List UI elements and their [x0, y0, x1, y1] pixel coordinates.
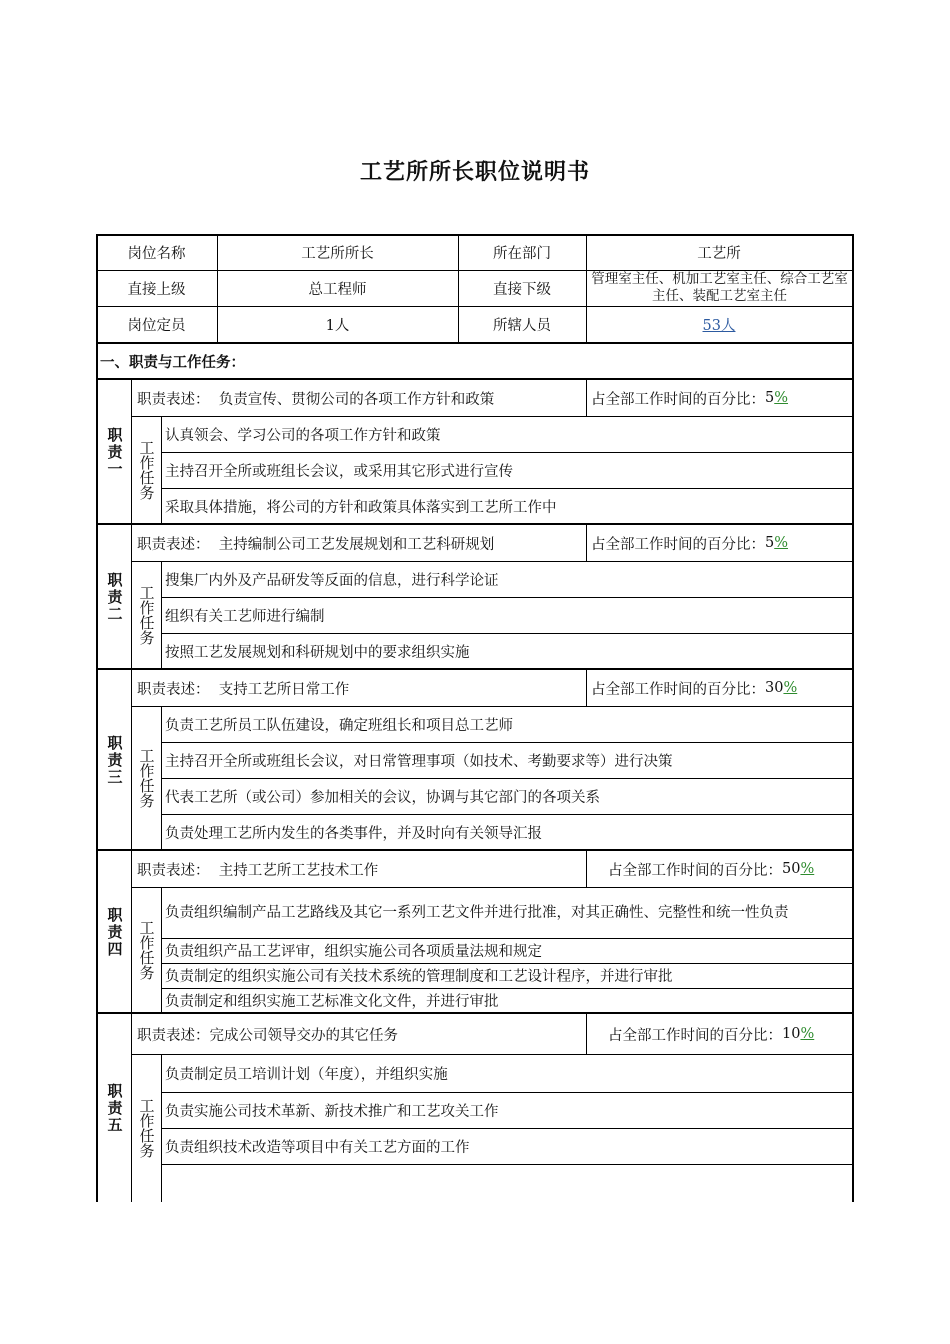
duty-5-name [97, 1014, 131, 1202]
duty-3-task-1: 负责工艺所员工队伍建设，确定班组长和项目总工艺师 [165, 717, 513, 734]
duty-2-desc-text: 主持编制公司工艺发展规划和工艺科研规划 [218, 536, 495, 553]
duty-2-task-label-text: 工作任务 [137, 585, 156, 645]
duty-3-task-4: 负责处理工艺所内发生的各类事件，并及时向有关领导汇报 [165, 825, 542, 842]
staff-count-value[interactable]: 53人 [702, 317, 736, 334]
duty-2-desc-label: 职责表述： [137, 536, 210, 553]
duty-5-task-label-text: 工作任务 [137, 1098, 156, 1158]
duty-4-task-3: 负责制定的组织实施公司有关技术系统的管理制度和工艺设计程序，并进行审批 [165, 969, 673, 985]
duty-4-desc-text: 主持工艺所工艺技术工作 [218, 862, 379, 879]
duty-1-task-2: 主持召开全所或班组长会议，或采用其它形式进行宣传 [165, 463, 513, 480]
col-line [586, 851, 587, 887]
duty-2-task-2: 组织有关工艺师进行编制 [165, 608, 325, 625]
duty-4-name [97, 851, 131, 1013]
duty-2-name-text: 职责二 [105, 571, 124, 623]
duty-4-pct-sign: % [800, 861, 815, 877]
duty-3-name-text: 职责三 [105, 734, 124, 786]
headcount-label: 岗位定员 [127, 317, 186, 334]
duty-1-task-label-text: 工作任务 [137, 440, 156, 500]
staff-count-link[interactable] [586, 306, 852, 342]
duty-5-task-1: 负责制定员工培训计划（年度），并组织实施 [165, 1066, 448, 1083]
col-line [586, 670, 587, 706]
page-title: 工艺所所长职位说明书 [359, 160, 590, 185]
duty-1-desc-text: 负责宣传、贯彻公司的各项工作方针和政策 [218, 391, 495, 408]
subordinate-label: 直接下级 [493, 281, 551, 298]
section-title: 一、职责与工作任务： [100, 354, 245, 371]
duty-5-pct-sign: % [800, 1026, 815, 1042]
duty-3-pct-sign: % [783, 680, 798, 696]
col-line [161, 416, 162, 524]
duty-4-task-1: 负责组织编制产品工艺路线及其它一系列工艺文件并进行批准，对其正确性、完整性和统一性负责 [165, 904, 789, 921]
duty-2-pct-label: 占全部工作时间的百分比： [591, 536, 765, 553]
duty-3-desc [131, 670, 586, 706]
duty-2-pct [591, 525, 852, 561]
duty-2-pct-sign: % [774, 535, 789, 551]
duty-2-desc [131, 525, 586, 561]
superior-value: 总工程师 [308, 281, 367, 298]
department-value: 工艺所 [697, 245, 741, 262]
duty-5-desc [131, 1014, 586, 1054]
row-line [161, 1164, 854, 1165]
col-line [161, 561, 162, 669]
duty-4-desc [131, 851, 586, 887]
superior-label: 直接上级 [127, 281, 186, 298]
duty-3-name [97, 670, 131, 850]
col-line [586, 1014, 587, 1054]
duty-5-pct [608, 1014, 852, 1054]
duty-2-task-3: 按照工艺发展规划和科研规划中的要求组织实施 [165, 644, 470, 661]
duty-3-desc-text: 支持工艺所日常工作 [218, 681, 350, 698]
col-line [586, 525, 587, 561]
duty-1-pct [591, 380, 852, 416]
staff-label: 所辖人员 [493, 317, 551, 334]
duty-4-name-text: 职责四 [105, 906, 124, 958]
duty-1-task-3: 采取具体措施，将公司的方针和政策具体落实到工艺所工作中 [165, 499, 557, 516]
position-name-label: 岗位名称 [127, 245, 186, 262]
duty-4-task-2: 负责组织产品工艺评审，组织实施公司各项质量法规和规定 [165, 944, 542, 960]
position-name-value: 工艺所所长 [301, 245, 374, 262]
job-description-table [96, 234, 854, 1202]
duty-4-pct-value: 50 [782, 861, 801, 877]
duty-5-desc-text: 完成公司领导交办的其它任务 [209, 1027, 398, 1044]
headcount-value: 1人 [325, 317, 350, 334]
duty-4-pct [608, 851, 852, 887]
duty-2-pct-value: 5 [765, 535, 775, 551]
duty-1-name-text: 职责一 [105, 426, 124, 478]
duty-4-task-label [131, 887, 161, 1013]
col-line [586, 380, 587, 416]
duty-5-desc-label: 职责表述： [137, 1027, 210, 1044]
duty-3-desc-label: 职责表述： [137, 681, 210, 698]
duty-3-pct [591, 670, 852, 706]
col-line [161, 887, 162, 1013]
duty-4-desc-label: 职责表述： [137, 862, 210, 879]
duty-3-task-label-text: 工作任务 [137, 748, 156, 808]
duty-1-task-label [131, 416, 161, 524]
duty-5-task-2: 负责实施公司技术革新、新技术推广和工艺攻关工作 [165, 1103, 499, 1120]
duty-3-pct-label: 占全部工作时间的百分比： [591, 681, 765, 698]
duty-3-task-label [131, 706, 161, 850]
duty-1-desc [131, 380, 586, 416]
duty-5-task-3: 负责组织技术改造等项目中有关工艺方面的工作 [165, 1139, 470, 1156]
duty-4-task-label-text: 工作任务 [137, 920, 156, 980]
duty-5-name-text: 职责五 [105, 1082, 124, 1134]
duty-2-task-1: 搜集厂内外及产品研发等反面的信息，进行科学论证 [165, 572, 499, 589]
duty-1-task-1: 认真领会、学习公司的各项工作方针和政策 [165, 427, 441, 444]
duty-3-task-3: 代表工艺所（或公司）参加相关的会议，协调与其它部门的各项关系 [165, 789, 600, 806]
duty-5-pct-value: 10 [782, 1026, 801, 1042]
subordinate-value: 管理室主任、机加工艺室主任、综合工艺室主任、装配工艺室主任 [591, 271, 848, 304]
duty-3-pct-value: 30 [765, 680, 784, 696]
duty-4-pct-label: 占全部工作时间的百分比： [608, 862, 782, 879]
duty-4-task-4: 负责制定和组织实施工艺标准文化文件，并进行审批 [165, 994, 499, 1010]
duty-1-name [97, 380, 131, 524]
duty-1-pct-value: 5 [765, 390, 775, 406]
duty-3-task-2: 主持召开全所或班组长会议，对日常管理事项（如技术、考勤要求等）进行决策 [165, 753, 673, 770]
department-label: 所在部门 [493, 245, 551, 262]
duty-1-desc-label: 职责表述： [137, 391, 210, 408]
duty-1-pct-label: 占全部工作时间的百分比： [591, 391, 765, 408]
duty-5-pct-label: 占全部工作时间的百分比： [608, 1027, 782, 1044]
duty-2-name [97, 525, 131, 669]
duty-5-task-label [131, 1054, 161, 1202]
duty-2-task-label [131, 561, 161, 669]
duty-1-pct-sign: % [774, 390, 789, 406]
